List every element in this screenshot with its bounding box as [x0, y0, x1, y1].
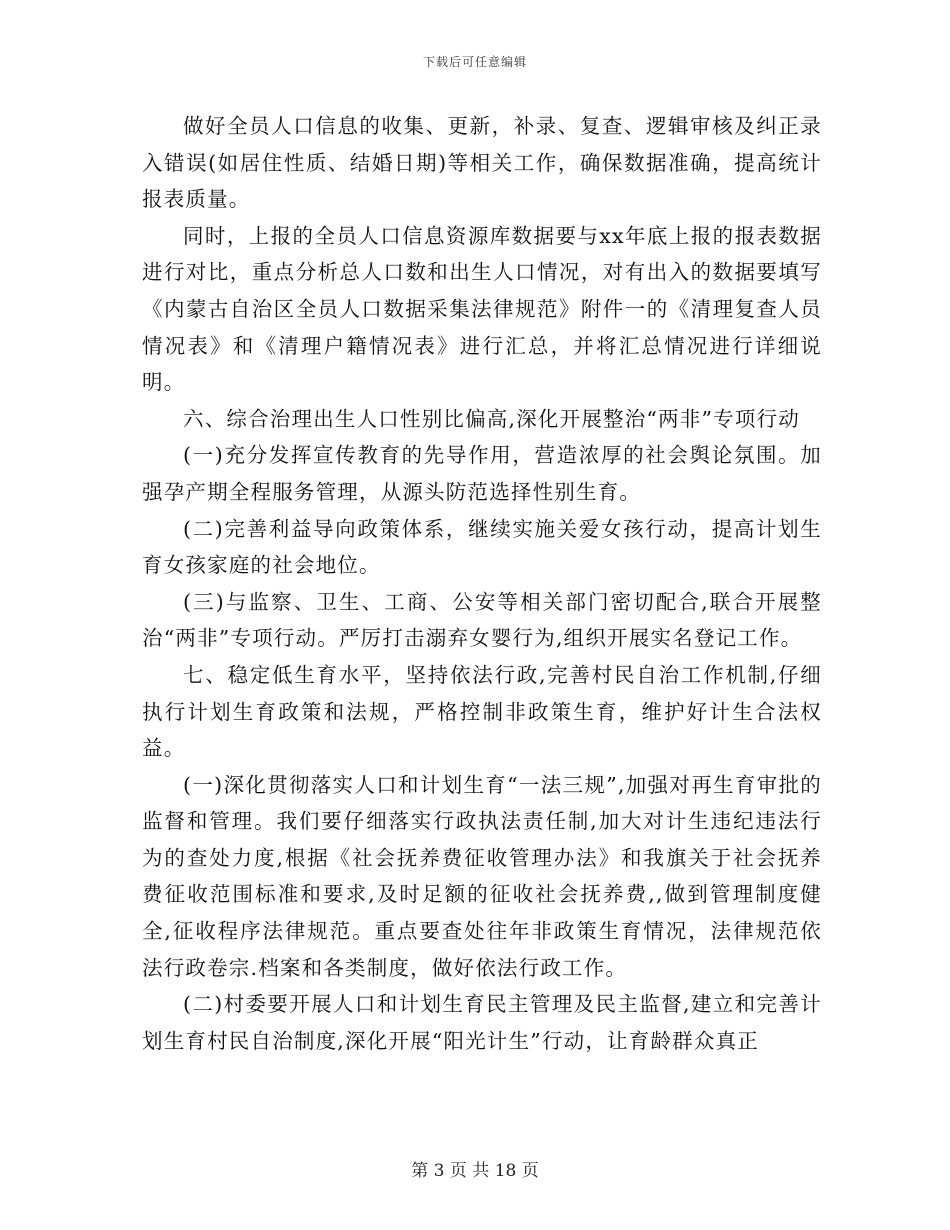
section-heading-six: 六、综合治理出生人口性别比偏高,深化开展整治“两非”专项行动 — [183, 406, 800, 431]
paragraph-data-entry: 做好全员人口信息的收集、更新，补录、复查、逻辑审核及纠正录入错误(如居住性质、结婚日期)等相关工作，确保数据准确，提高统计报表质量。 — [142, 114, 822, 212]
paragraph-six-item-1: (一)充分发挥宣传教育的先导作用，营造浓厚的社会舆论氛围。加强孕产期全程服务管理，从源头防范选择性别生育。 — [142, 443, 822, 504]
paragraph-data-comparison: 同时，上报的全员人口信息资源库数据要与xx年底上报的报表数据进行对比，重点分析总人口数和出生人口情况，对有出入的数据要填写《内蒙古自治区全员人口数据采集法律规范》附件一的《清理复查人员情况表》和《清理户籍情况表》进行汇总，并将汇总情况进行详细说明。 — [142, 223, 822, 395]
paragraph-six-item-3: (三)与监察、卫生、工商、公安等相关部门密切配合,联合开展整治“两非”专项行动。严厉打击溺弃女婴行为,组织开展实名登记工作。 — [142, 589, 822, 651]
page-header: 下载后可任意编辑 — [422, 55, 527, 69]
section-heading-seven: 七、稳定低生育水平，坚持依法行政,完善村民自治工作机制,仔细执行计划生育政策和法规，严格控制非政策生育，维护好计生合法权益。 — [142, 662, 822, 761]
paragraph-seven-item-1: (一)深化贯彻落实人口和计划生育“一法三规”,加强对再生育审批的监督和管理。我们要仔细落实行政执法责任制,加大对计生违纪违法行为的查处力度,根据《社会抚养费征收管理办法》和我旗关于社会抚养费征收范围标准和要求,及时足额的征收社会抚养费,,做到管理制度健全,征收程序法律规范。重点要查处往年非政策生育情况，法律规范依法行政卷宗.档案和各类制度，做好依法行政工作。 — [142, 772, 822, 980]
paragraph-seven-item-2: (二)村委要开展人口和计划生育民主管理及民主监督,建立和完善计划生育村民自治制度,深化开展“阳光计生”行动，让育龄群众真正 — [142, 992, 822, 1053]
page-number-footer: 第 3 页 共 18 页 — [411, 1161, 539, 1181]
document-body — [142, 108, 822, 1059]
paragraph-six-item-2: (二)完善利益导向政策体系，继续实施关爱女孩行动，提高计划生育女孩家庭的社会地位。 — [142, 516, 822, 578]
